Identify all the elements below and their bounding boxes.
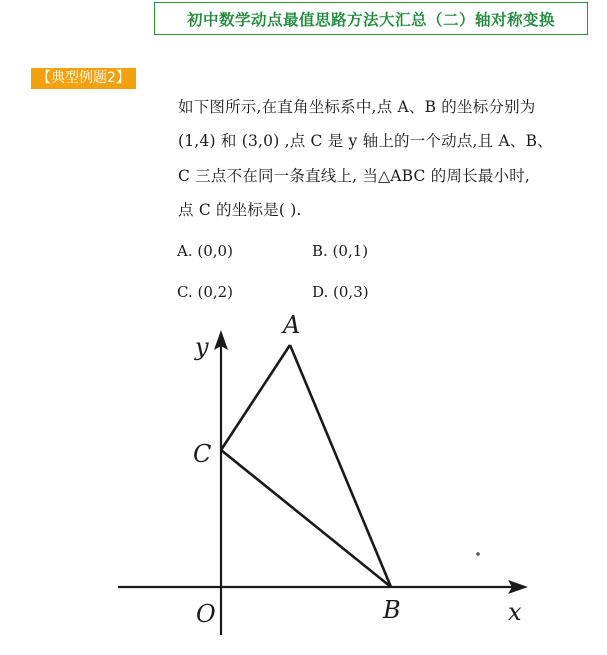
stray-mark <box>476 552 480 556</box>
segment-ab <box>290 345 391 587</box>
question-line-4: 点 C 的坐标是( ). <box>178 201 302 219</box>
option-b: B. (0,1) <box>312 242 369 260</box>
segment-cb <box>221 450 391 587</box>
option-a: A. (0,0) <box>177 242 233 260</box>
label-c: C <box>193 440 212 468</box>
option-c: C. (0,2) <box>177 283 234 301</box>
label-a: A <box>283 311 301 339</box>
label-origin: O <box>196 600 216 628</box>
label-y: y <box>195 333 209 361</box>
example-tag: 【典型例题2】 <box>31 68 136 89</box>
segment-ca <box>221 345 290 450</box>
label-b: B <box>383 596 401 624</box>
option-d: D. (0,3) <box>312 283 369 301</box>
question-line-3: C 三点不在同一条直线上, 当△ABC 的周长最小时, <box>178 167 531 185</box>
coordinate-figure <box>0 300 607 640</box>
question-line-2: (1,4) 和 (3,0) ,点 C 是 y 轴上的一个动点,且 A、B、 <box>178 132 553 150</box>
question-line-1: 如下图所示,在直角坐标系中,点 A、B 的坐标分别为 <box>178 98 536 116</box>
page-title: 初中数学动点最值思路方法大汇总（二）轴对称变换 <box>154 2 588 35</box>
label-x: x <box>508 598 522 626</box>
